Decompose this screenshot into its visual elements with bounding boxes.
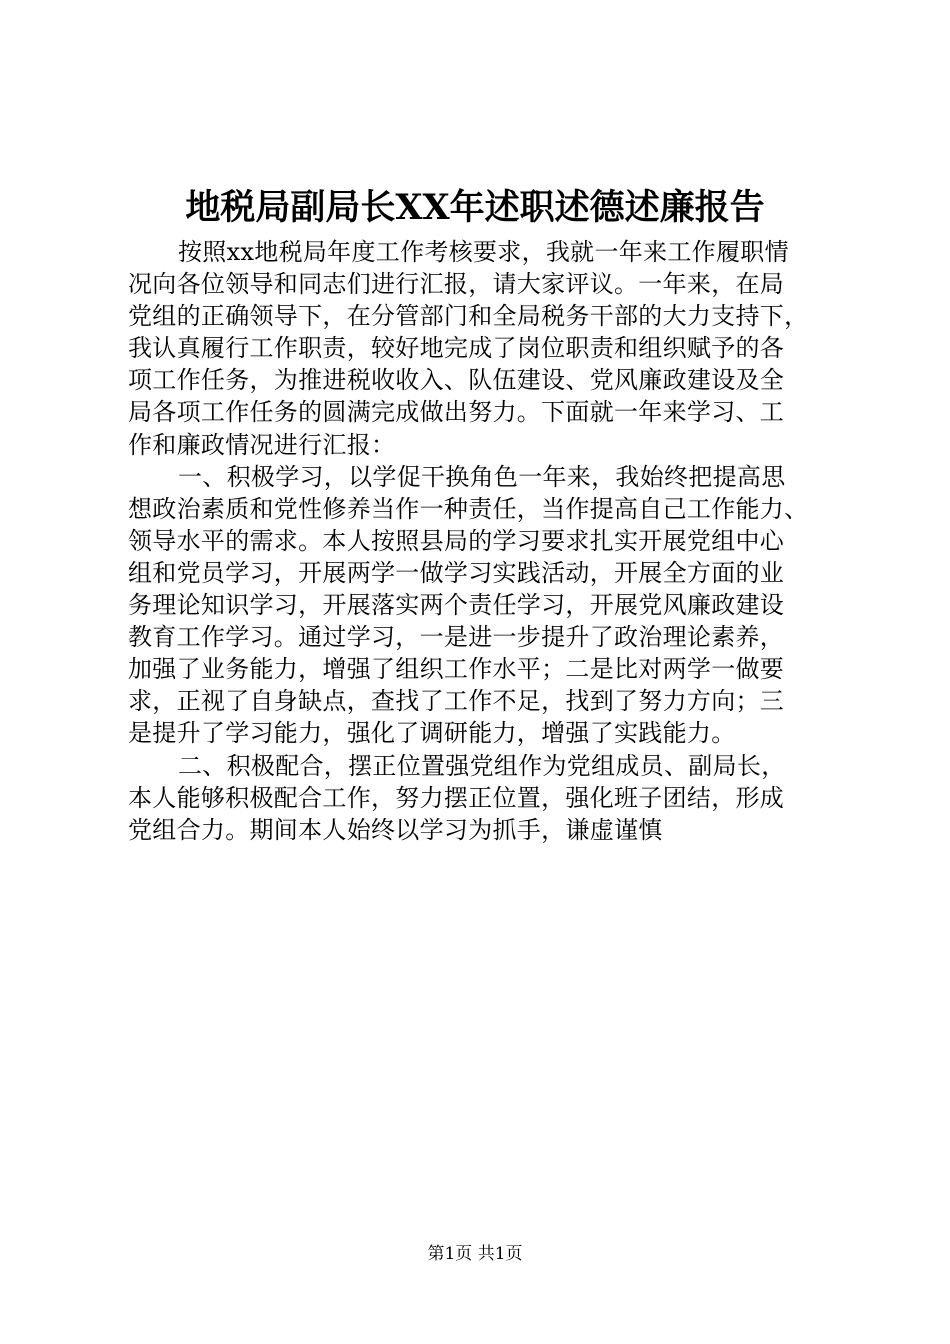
paragraph-line: 想政治素质和党性修养当作一种责任，当作提高自己工作能力、: [128, 494, 809, 523]
paragraph-line: 本人能够积极配合工作，努力摆正位置，强化班子团结，形成: [128, 783, 785, 812]
paragraph-line: 我认真履行工作职责，较好地完成了岗位职责和组织赋予的各: [128, 334, 785, 363]
paragraph-line: 党组合力。期间本人始终以学习为抓手，谦虚谨慎: [128, 815, 663, 844]
paragraph-line: 作和廉政情况进行汇报：: [128, 430, 396, 459]
paragraph-line: 领导水平的需求。本人按照县局的学习要求扎实开展党组中心: [128, 526, 785, 555]
page-number-footer: 第1页 共1页: [427, 1244, 523, 1264]
paragraph-line: 一、积极学习，以学促干换角色一年来，我始终把提高思: [178, 462, 786, 491]
paragraph-line: 组和党员学习，开展两学一做学习实践活动，开展全方面的业: [128, 558, 785, 587]
paragraph-line: 按照xx地税局年度工作考核要求，我就一年来工作履职情: [178, 238, 789, 266]
paragraph-line: 务理论知识学习，开展落实两个责任学习，开展党风廉政建设: [128, 591, 785, 620]
paragraph-line: 党组的正确领导下，在分管部门和全局税务干部的大力支持下，: [128, 302, 809, 331]
paragraph-line: 教育工作学习。通过学习，一是进一步提升了政治理论素养，: [128, 623, 785, 652]
paragraph-line: 况向各位领导和同志们进行汇报，请大家评议。一年来，在局: [128, 270, 785, 299]
document-body: [128, 236, 838, 846]
paragraph-line: 项工作任务，为推进税收收入、队伍建设、党风廉政建设及全: [128, 366, 785, 395]
document-title: 地税局副局长XX年述职述德述廉报告: [185, 187, 765, 228]
paragraph-line: 加强了业务能力，增强了组织工作水平；二是比对两学一做要: [128, 655, 785, 684]
paragraph-line: 求，正视了自身缺点，查找了工作不足，找到了努力方向；三: [128, 687, 785, 716]
paragraph-line: 二、积极配合，摆正位置强党组作为党组成员、副局长，: [178, 751, 786, 780]
paragraph-line: 是提升了学习能力，强化了调研能力，增强了实践能力。: [128, 719, 736, 748]
paragraph-line: 局各项工作任务的圆满完成做出努力。下面就一年来学习、工: [128, 398, 785, 427]
